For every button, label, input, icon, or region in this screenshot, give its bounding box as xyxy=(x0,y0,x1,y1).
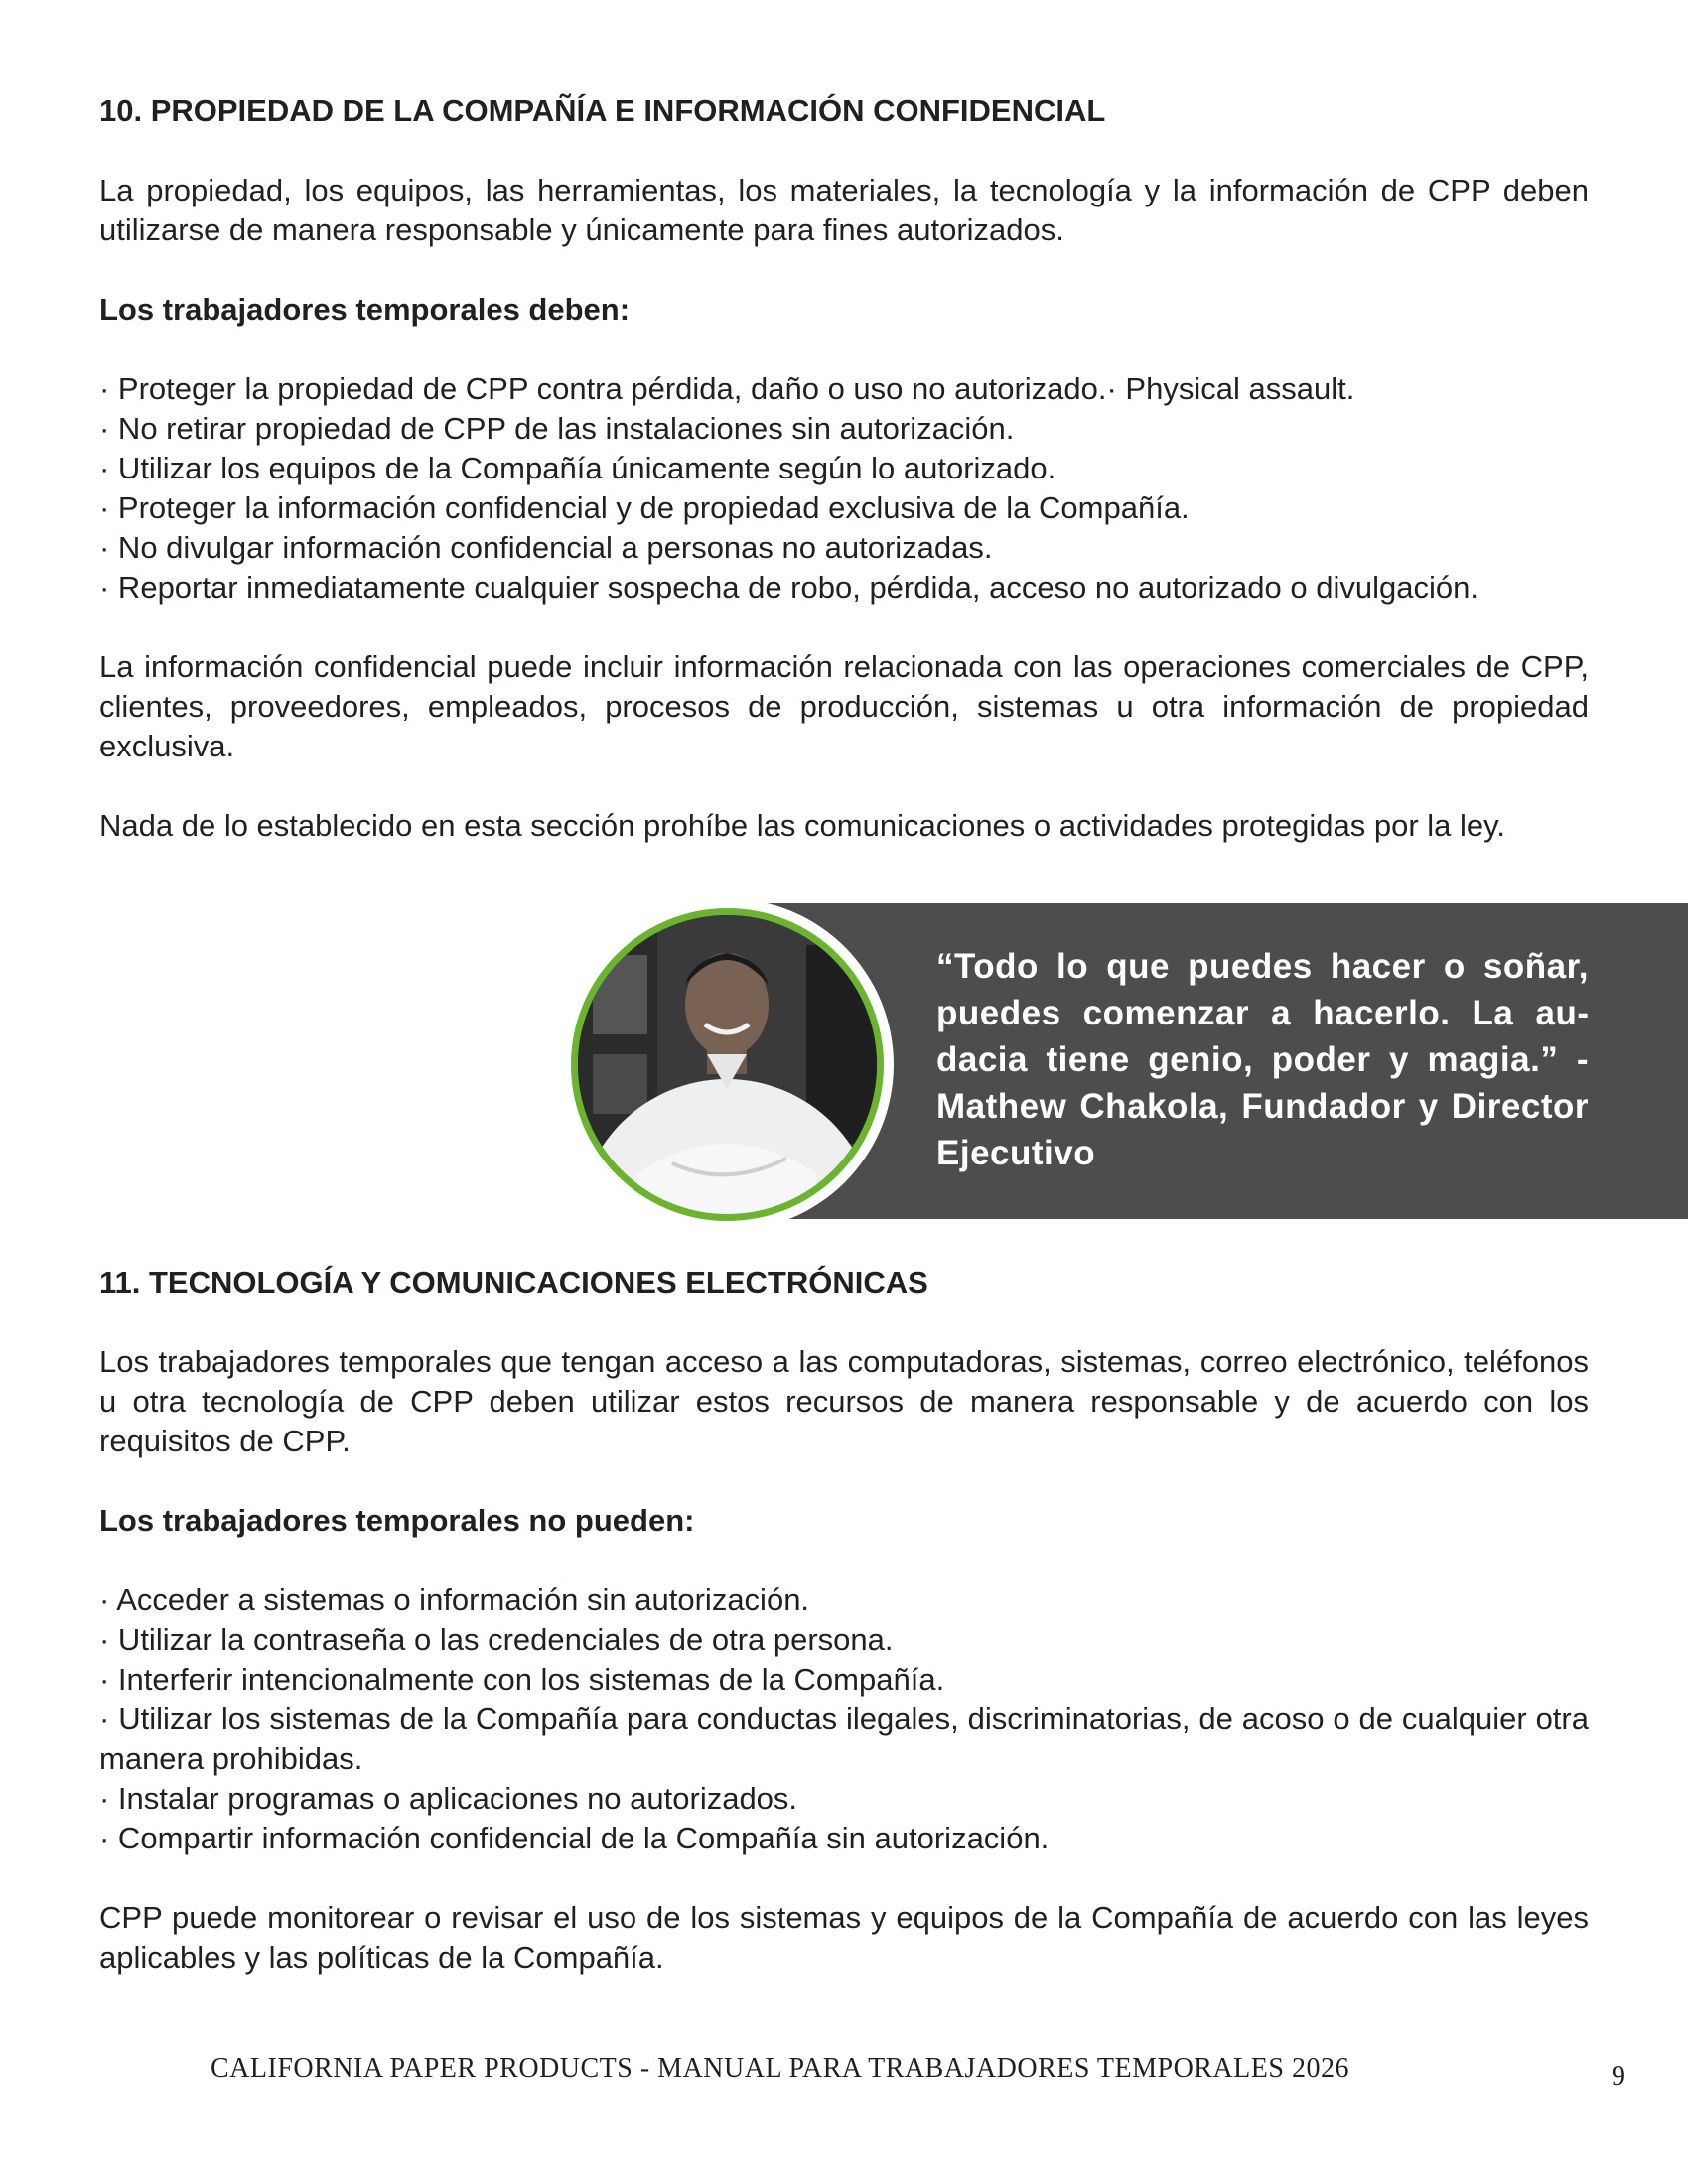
list-item: · Proteger la propiedad de CPP contra pérdida, daño o uso no autorizado.· Physical assault. xyxy=(99,371,1355,406)
page-number: 9 xyxy=(1612,2061,1626,2092)
list-item: · Utilizar la contraseña o las credenciales de otra persona. xyxy=(99,1622,894,1657)
list-item: · Reportar inmediatamente cualquier sospecha de robo, pérdida, acceso no autorizado o divulgación. xyxy=(99,570,1478,605)
section-10-intro: La propiedad, los equipos, las herramientas, los materiales, la tecnología y la información de CPP deben utilizarse de manera responsable y únicamente para fines autorizados. xyxy=(99,173,1589,247)
section-11-title: 11. TECNOLOGÍA Y COMUNICACIONES ELECTRÓNICAS xyxy=(99,1265,928,1299)
section-11-subheading: Los trabajadores temporales no pueden: xyxy=(99,1503,695,1538)
section-11-bullet-list xyxy=(99,1580,1589,1858)
list-item: · Instalar programas o aplicaciones no autorizados. xyxy=(99,1781,798,1816)
section-10-paragraph-2: La información confidencial puede incluir información relacionada con las operaciones comerciales de CPP, clientes, proveedores, empleados, procesos de producción, sistemas u otra información de propiedad exclusiva. xyxy=(99,649,1589,763)
section-10-bullet-list xyxy=(99,369,1589,608)
footer-title: CALIFORNIA PAPER PRODUCTS - MANUAL PARA TRABAJADORES TEMPORALES 2026 xyxy=(211,2053,1349,2084)
list-item: · No retirar propiedad de CPP de las instalaciones sin autorización. xyxy=(99,411,1015,446)
founder-quote: “Todo lo que puedes hacer o soñar, puedes comenzar a hacerlo. La audacia tiene genio, poder y magia.” -Mathew Chakola, Fundador y Director Ejecutivo xyxy=(936,947,1589,1172)
list-item: · Utilizar los sistemas de la Compañía para conductas ilegales, discriminatorias, de acoso o de cualquier otra manera prohibidas. xyxy=(99,1702,1589,1776)
list-item: · Proteger la información confidencial y de propiedad exclusiva de la Compañía. xyxy=(99,490,1190,525)
list-item: · Acceder a sistemas o información sin autorización. xyxy=(99,1582,810,1617)
portrait-illustration xyxy=(578,915,877,1214)
list-item: · Compartir información confidencial de la Compañía sin autorización. xyxy=(99,1821,1050,1855)
section-11-closing: CPP puede monitorear o revisar el uso de los sistemas y equipos de la Compañía de acuerdo con las leyes aplicables y las políticas de la Compañía. xyxy=(99,1900,1589,1975)
section-10-subheading: Los trabajadores temporales deben: xyxy=(99,292,631,327)
section-10-paragraph-3: Nada de lo establecido en esta sección prohíbe las comunicaciones o actividades protegidas por la ley. xyxy=(99,808,1505,843)
founder-portrait-photo xyxy=(571,908,884,1221)
list-item: · Interferir intencionalmente con los sistemas de la Compañía. xyxy=(99,1662,945,1697)
list-item: · No divulgar información confidencial a personas no autorizadas. xyxy=(99,530,993,565)
list-item: · Utilizar los equipos de la Compañía únicamente según lo autorizado. xyxy=(99,451,1056,485)
section-11-intro: Los trabajadores temporales que tengan acceso a las computadoras, sistemas, correo electrónico, teléfonos u otra tecnología de CPP deben utilizar estos recursos de manera responsable y de acuerdo con los requisitos de CPP. xyxy=(99,1344,1589,1458)
section-10-title: 10. PROPIEDAD DE LA COMPAÑÍA E INFORMACIÓN CONFIDENCIAL xyxy=(99,93,1106,128)
